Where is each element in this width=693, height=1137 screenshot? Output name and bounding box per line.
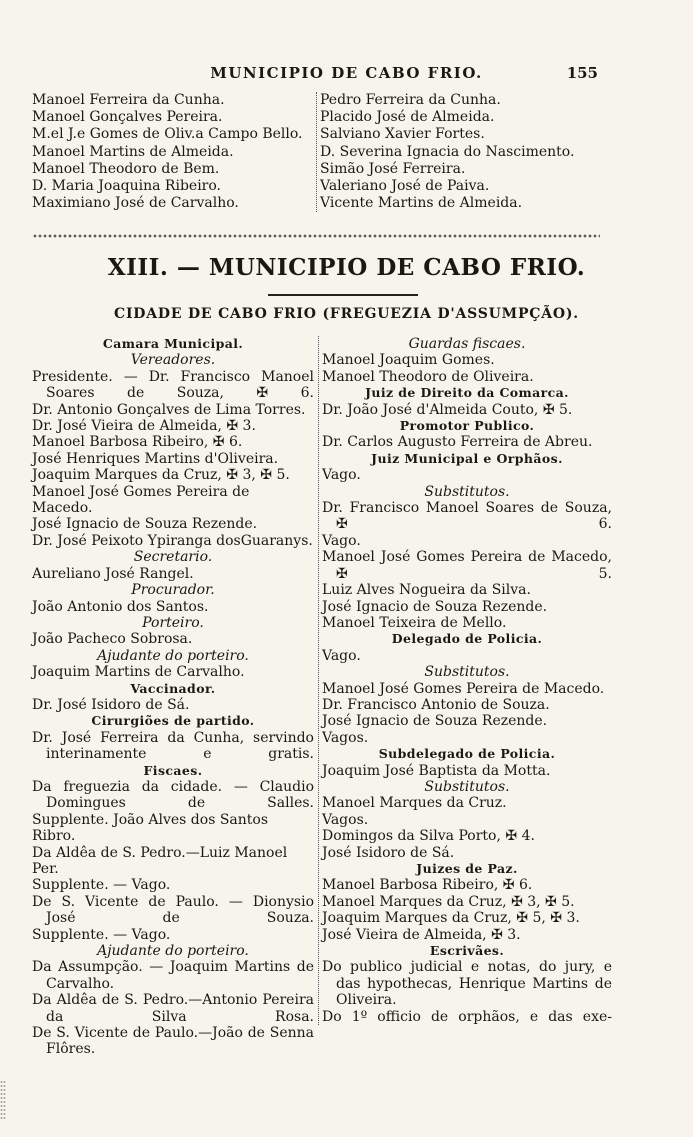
directory-right-column xyxy=(318,336,612,1025)
running-header xyxy=(0,64,693,88)
directory-entry: Substitutos. xyxy=(424,664,510,681)
directory-entry: José Vieira de Almeida, ✠ 3. xyxy=(322,926,521,943)
directory-entry: Joaquim Marques da Cruz, ✠ 3, ✠ 5. xyxy=(32,467,290,484)
directory-entry: Juizes de Paz. xyxy=(416,861,518,876)
directory-entry: José Ignacio de Souza Rezende. xyxy=(322,598,548,615)
directory-left-column xyxy=(32,336,314,1058)
directory-entry: Supplente. João Alves dos Santos Ribro. xyxy=(32,811,269,845)
directory-entry: Vago. xyxy=(322,647,361,664)
ornamental-divider xyxy=(32,232,600,240)
directory-entry: Substitutos. xyxy=(424,483,510,500)
list-entry: D. Maria Joaquina Ribeiro. xyxy=(32,178,221,195)
list-entry: Manoel Martins de Almeida. xyxy=(32,143,234,160)
list-entry: Manoel Ferreira da Cunha. xyxy=(32,92,225,108)
directory-entry: José Ignacio de Souza Rezende. xyxy=(322,713,548,730)
list-entry: D. Severina Ignacia do Nascimento. xyxy=(320,143,575,160)
directory-entry: Vagos. xyxy=(322,729,369,746)
directory-entry: Luiz Alves Nogueira da Silva. xyxy=(322,582,531,599)
section-title: XIII. — MUNICIPIO DE CABO FRIO. xyxy=(107,254,586,281)
directory-entry: Da Aldêa de S. Pedro.—Antonio Pereira da Silva Rosa. xyxy=(32,992,314,1025)
directory-entry: Escrivães. xyxy=(429,943,505,959)
directory-entry: Juiz Municipal e Orphãos. xyxy=(371,450,563,466)
directory-entry: Da Assumpção. — Joaquim Martins de Carvalho. xyxy=(32,959,314,992)
directory-entry: Procurador. xyxy=(131,582,215,599)
directory-entry: Joaquim Martins de Carvalho. xyxy=(32,664,245,681)
directory-entry: Fiscaes. xyxy=(143,762,203,778)
directory-entry: João Antonio dos Santos. xyxy=(32,598,209,615)
directory-entry: Manoel Marques da Cruz, ✠ 3, ✠ 5. xyxy=(322,893,575,910)
directory-entry: Manoel Marques da Cruz. xyxy=(322,795,507,812)
directory-entry: Manoel Teixeira de Mello. xyxy=(322,614,507,631)
directory-entry: Dr. Carlos Augusto Ferreira de Abreu. xyxy=(322,434,593,451)
directory-entry: Joaquim José Baptista da Motta. xyxy=(322,762,551,779)
directory-entry: Juiz de Direito da Comarca. xyxy=(365,385,569,401)
directory-entry: José Ignacio de Souza Rezende. xyxy=(32,516,258,533)
directory-entry: Manoel Joaquim Gomes. xyxy=(322,352,495,369)
directory-entry: Ajudante do porteiro. xyxy=(97,943,249,960)
continued-list-left xyxy=(32,92,312,212)
directory-entry: Manoel Theodoro de Oliveira. xyxy=(322,368,534,385)
list-entry: M.el J.e Gomes de Oliv.a Campo Bello. xyxy=(32,126,303,143)
directory-entry: Domingos da Silva Porto, ✠ 4. xyxy=(322,828,535,845)
directory-entry: Aureliano José Rangel. xyxy=(32,565,194,582)
directory-entry: Delegado de Policia. xyxy=(391,631,543,647)
paper-specks xyxy=(0,1080,6,1120)
directory-entry: Dr. José Vieira de Almeida, ✠ 3. xyxy=(32,418,256,435)
directory-entry: Subdelegado de Policia. xyxy=(378,746,556,762)
directory-entry: Supplente. — Vago. xyxy=(32,926,171,943)
directory-body xyxy=(32,336,612,1056)
list-entry: Pedro Ferreira da Cunha. xyxy=(320,92,501,108)
list-entry: Manoel Gonçalves Pereira. xyxy=(32,109,223,126)
list-entry: Placido José de Almeida. xyxy=(320,109,495,126)
directory-entry: De S. Vicente de Paulo. — Dionysio José de Souza. xyxy=(32,893,314,927)
directory-entry: Joaquim Marques da Cruz, ✠ 5, ✠ 3. xyxy=(322,910,580,927)
directory-entry: Da Aldêa de S. Pedro.—Luiz Manoel Per. xyxy=(32,844,288,877)
directory-entry: Manoel Barbosa Ribeiro, ✠ 6. xyxy=(32,434,243,451)
directory-entry: Dr. José Isidoro de Sá. xyxy=(32,696,190,713)
directory-entry: Dr. João José d'Almeida Couto, ✠ 5. xyxy=(322,401,573,418)
page-number: 155 xyxy=(566,64,598,82)
directory-entry: Porteiro. xyxy=(142,614,204,631)
directory-entry: João Pacheco Sobrosa. xyxy=(32,631,193,648)
directory-entry: Vago. xyxy=(322,467,361,484)
directory-entry: Vago. xyxy=(322,532,361,549)
title-rule xyxy=(268,294,418,296)
directory-entry: Manoel José Gomes Pereira de Macedo, ✠ 5. xyxy=(322,549,612,582)
directory-entry: Substitutos. xyxy=(424,778,510,795)
directory-entry: Promotor Publico. xyxy=(399,418,535,434)
directory-entry: Do publico judicial e notas, do jury, e das hypothecas, Henrique Martins de Oliveira. xyxy=(322,959,612,1009)
directory-entry: José Henriques Martins d'Oliveira. xyxy=(32,450,279,467)
directory-entry: Dr. Francisco Antonio de Souza. xyxy=(322,696,550,713)
list-entry: Manoel Theodoro de Bem. xyxy=(32,160,220,177)
directory-entry: Manoel José Gomes Pereira de Macedo. xyxy=(32,483,250,517)
directory-entry: Dr. José Ferreira da Cunha, servindo interinamente e gratis. xyxy=(32,729,314,763)
directory-entry: Vaccinador. xyxy=(130,680,216,696)
directory-entry: José Isidoro de Sá. xyxy=(322,844,455,861)
directory-entry: Ajudante do porteiro. xyxy=(97,647,249,664)
directory-entry: Vereadores. xyxy=(130,352,216,369)
continued-list xyxy=(32,92,612,220)
directory-entry: Do 1º officio de orphãos, e das exe- xyxy=(322,1008,612,1025)
list-entry: Simão José Ferreira. xyxy=(320,160,466,177)
list-entry: Salviano Xavier Fortes. xyxy=(320,126,485,143)
list-entry: Vicente Martins de Almeida. xyxy=(320,195,523,212)
directory-entry: Manoel José Gomes Pereira de Macedo. xyxy=(322,680,605,697)
directory-entry: Supplente. — Vago. xyxy=(32,877,171,894)
directory-entry: Presidente. — Dr. Francisco Manoel Soares de Souza, ✠ 6. xyxy=(32,368,314,402)
directory-entry: Dr. Francisco Manoel Soares de Souza, ✠ 6. xyxy=(322,500,612,533)
list-entry: Maximiano José de Carvalho. xyxy=(32,195,239,212)
directory-entry: Guardas fiscaes. xyxy=(408,336,526,352)
directory-entry: Manoel Barbosa Ribeiro, ✠ 6. xyxy=(322,877,533,894)
running-title: MUNICIPIO DE CABO FRIO. xyxy=(210,64,483,82)
directory-entry: Da freguezia da cidade. — Claudio Domingues de Salles. xyxy=(32,778,314,812)
continued-list-right xyxy=(316,92,620,212)
directory-entry: Cirurgiões de partido. xyxy=(91,713,255,729)
directory-entry: Dr. José Peixoto Ypiranga dosGuaranys. xyxy=(32,532,313,549)
directory-entry: Camara Municipal. xyxy=(102,336,244,351)
directory-entry: De S. Vicente de Paulo.—João de Senna Flôres. xyxy=(32,1025,314,1058)
section-subtitle: CIDADE DE CABO FRIO (FREGUEZIA D'ASSUMPÇÃO). xyxy=(114,306,579,322)
list-entry: Valeriano José de Paiva. xyxy=(320,178,490,195)
directory-entry: Vagos. xyxy=(322,811,369,828)
directory-entry: Dr. Antonio Gonçalves de Lima Torres. xyxy=(32,401,306,418)
directory-entry: Secretario. xyxy=(133,549,213,566)
